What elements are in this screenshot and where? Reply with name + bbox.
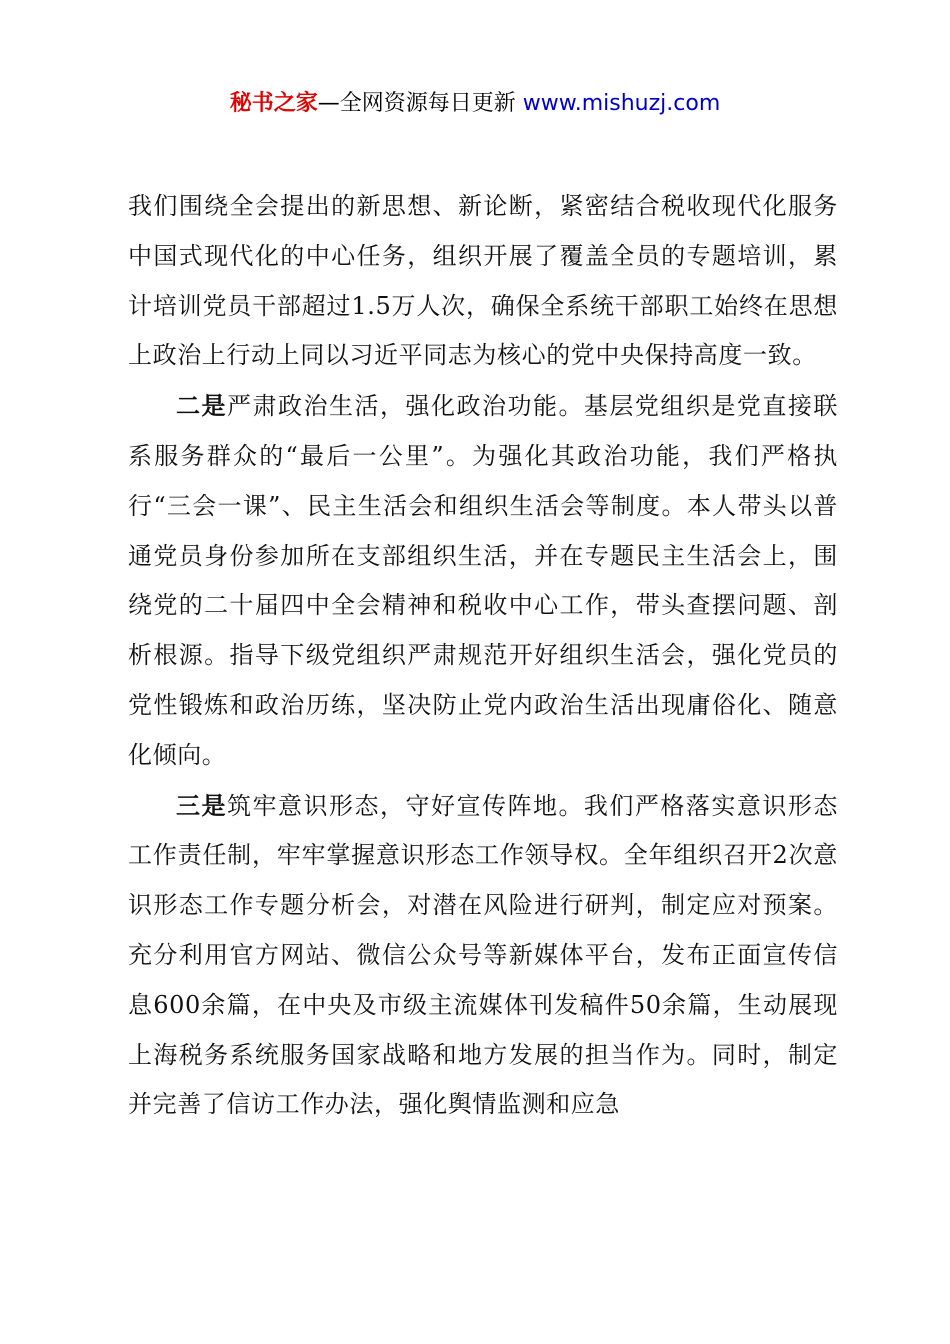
paragraph-1 — [128, 182, 838, 381]
paragraph-text: 筑牢意识形态，守好宣传阵地。我们严格落实意识形态工作责任制，牢牢掌握意识形态工作领导权。全年组织召开2次意识形态工作专题分析会，对潜在风险进行研判，制定应对预案。充分利用官方网站、微信公众号等新媒体平台，发布正面宣传信息600余篇，在中央及市级主流媒体刊发稿件50余篇，生动展现上海税务系统服务国家战略和地方发展的担当作为。同时，制定并完善了信访工作办法，强化舆情监测和应急 — [128, 791, 838, 1119]
site-url-link[interactable]: www.mishuzj.com — [522, 91, 721, 116]
paragraph-2 — [128, 381, 838, 780]
header-tagline: —全网资源每日更新 — [317, 91, 523, 116]
paragraph-lead: 三是 — [176, 790, 227, 820]
document-body — [128, 182, 838, 1130]
paragraph-3 — [128, 781, 838, 1131]
brand-name: 秘书之家 — [229, 91, 318, 116]
page-header — [0, 88, 950, 120]
paragraph-text: 严肃政治生活，强化政治功能。基层党组织是党直接联系服务群众的“最后一公里”。为强化其政治功能，我们严格执行“三会一课”、民主生活会和组织生活会等制度。本人带头以普通党员身份参加所在支部组织生活，并在专题民主生活会上，围绕党的二十届四中全会精神和税收中心工作，带头查摆问题、剖析根源。指导下级党组织严肃规范开好组织生活会，强化党员的党性锻炼和政治历练，坚决防止党内政治生活出现庸俗化、随意化倾向。 — [128, 392, 838, 769]
paragraph-lead: 二是 — [176, 391, 227, 421]
paragraph-text: 我们围绕全会提出的新思想、新论断，紧密结合税收现代化服务中国式现代化的中心任务，组织开展了覆盖全员的专题培训，累计培训党员干部超过1.5万人次，确保全系统干部职工始终在思想上政治上行动上同以习近平同志为核心的党中央保持高度一致。 — [128, 192, 838, 370]
